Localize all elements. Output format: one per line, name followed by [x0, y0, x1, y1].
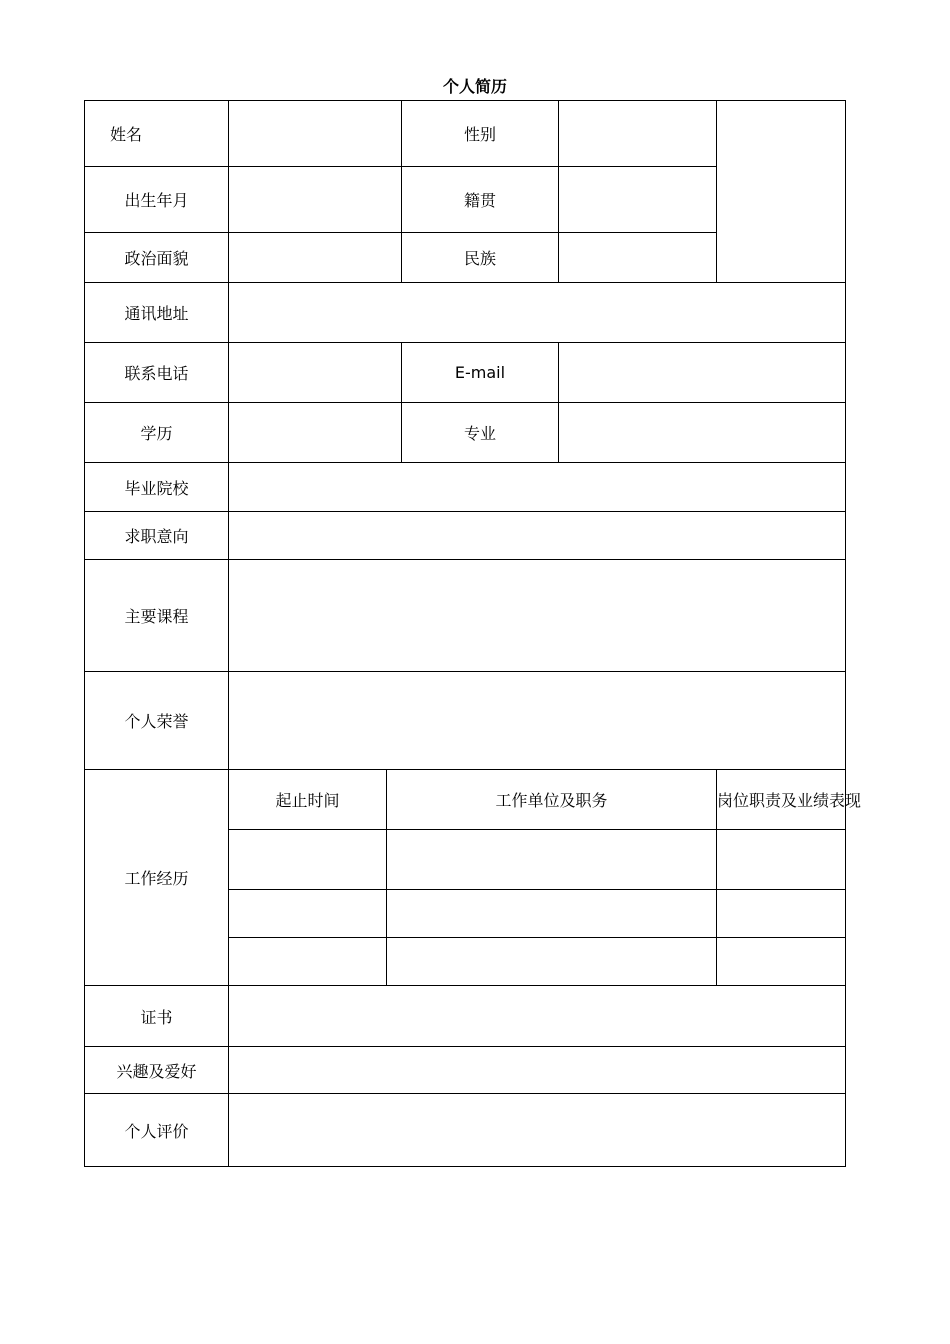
hobbies-field[interactable] — [229, 1047, 846, 1094]
name-field[interactable] — [229, 101, 402, 167]
page-title: 个人简历 — [442, 77, 507, 96]
honors-field[interactable] — [229, 672, 846, 770]
major-field[interactable] — [559, 403, 846, 463]
political-status-field[interactable] — [229, 233, 402, 283]
work-row-1-employer[interactable] — [387, 830, 717, 890]
work-row-2-duties[interactable] — [717, 890, 846, 938]
work-header-duties: 岗位职责及业绩表现 — [717, 770, 846, 830]
native-place-field[interactable] — [559, 167, 717, 233]
main-courses-label: 主要课程 — [85, 560, 229, 672]
work-experience-label: 工作经历 — [85, 770, 229, 986]
email-label: E-mail — [402, 343, 559, 403]
job-intention-label: 求职意向 — [85, 512, 229, 560]
ethnicity-label: 民族 — [402, 233, 559, 283]
birth-label: 出生年月 — [85, 167, 229, 233]
hobbies-label: 兴趣及爱好 — [85, 1047, 229, 1094]
main-courses-field[interactable] — [229, 560, 846, 672]
gender-label: 性别 — [402, 101, 559, 167]
phone-label: 联系电话 — [85, 343, 229, 403]
certificates-field[interactable] — [229, 986, 846, 1047]
certificates-label: 证书 — [85, 986, 229, 1047]
school-label: 毕业院校 — [85, 463, 229, 512]
work-row-2-employer[interactable] — [387, 890, 717, 938]
resume-table — [84, 100, 862, 1167]
work-row-1-duties[interactable] — [717, 830, 846, 890]
work-row-3-employer[interactable] — [387, 938, 717, 986]
work-row-3-period[interactable] — [229, 938, 387, 986]
self-evaluation-label: 个人评价 — [85, 1094, 229, 1167]
work-row-3-duties[interactable] — [717, 938, 846, 986]
education-label: 学历 — [85, 403, 229, 463]
address-label: 通讯地址 — [85, 283, 229, 343]
work-row-1-period[interactable] — [229, 830, 387, 890]
name-label: 姓名 — [85, 101, 229, 167]
birth-field[interactable] — [229, 167, 402, 233]
photo-cell[interactable] — [717, 101, 846, 283]
job-intention-field[interactable] — [229, 512, 846, 560]
education-field[interactable] — [229, 403, 402, 463]
address-field[interactable] — [229, 283, 846, 343]
major-label: 专业 — [402, 403, 559, 463]
work-row-2-period[interactable] — [229, 890, 387, 938]
native-place-label: 籍贯 — [402, 167, 559, 233]
honors-label: 个人荣誉 — [85, 672, 229, 770]
phone-field[interactable] — [229, 343, 402, 403]
work-header-employer: 工作单位及职务 — [387, 770, 717, 830]
school-field[interactable] — [229, 463, 846, 512]
email-field[interactable] — [559, 343, 846, 403]
ethnicity-field[interactable] — [559, 233, 717, 283]
gender-field[interactable] — [559, 101, 717, 167]
work-header-period: 起止时间 — [229, 770, 387, 830]
self-evaluation-field[interactable] — [229, 1094, 846, 1167]
political-status-label: 政治面貌 — [85, 233, 229, 283]
